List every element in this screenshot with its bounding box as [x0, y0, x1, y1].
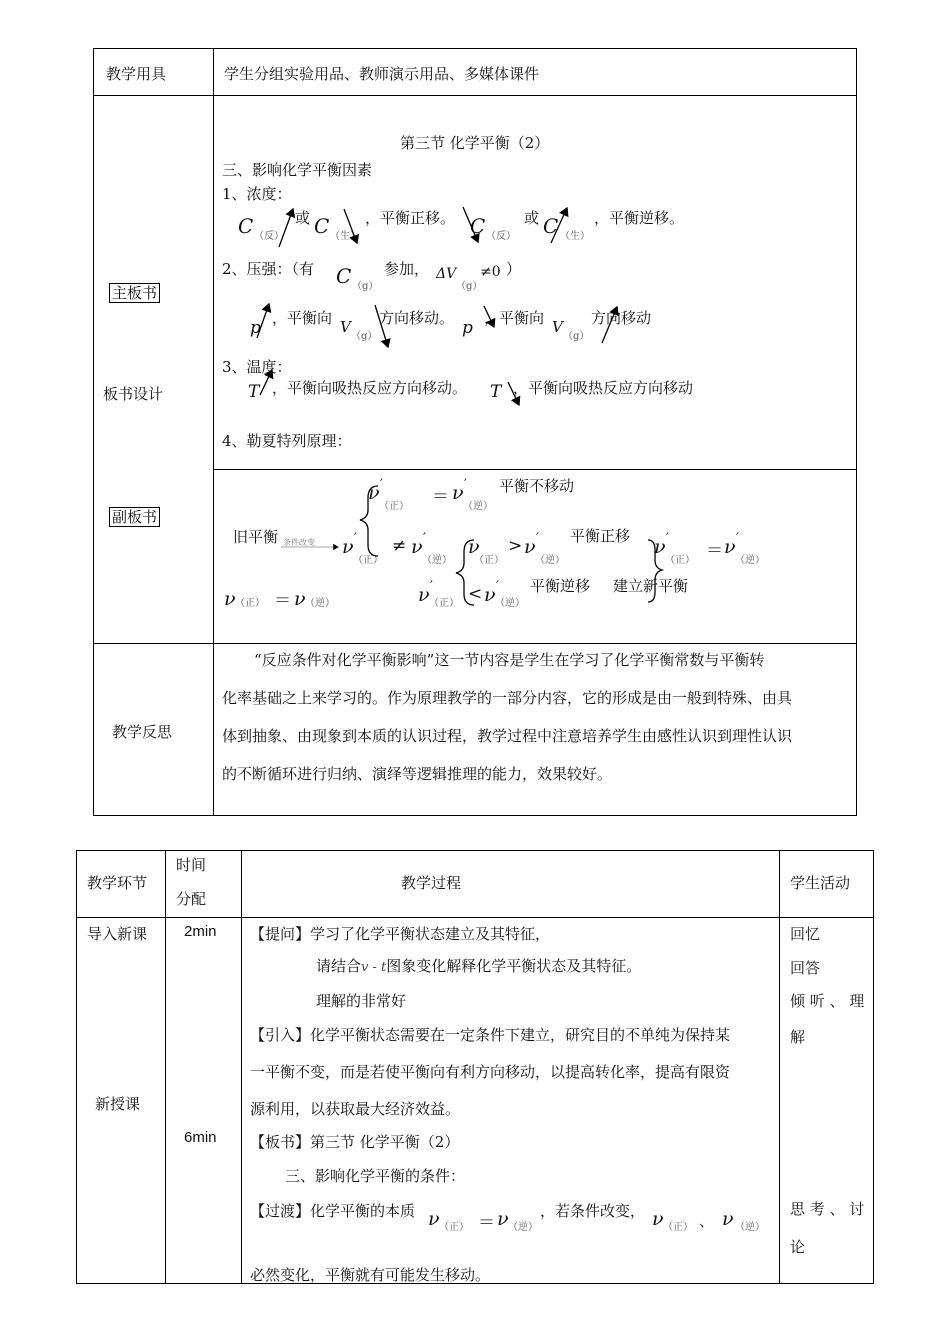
v-mid-2: ν: [411, 536, 423, 558]
c-prod-1: C: [314, 214, 330, 238]
up-arrow: [551, 208, 567, 243]
down-arrow: [375, 305, 388, 347]
intro-line-1: [250, 1024, 730, 1045]
prime-mid-1: ′: [354, 531, 357, 546]
v-lt-1: ν: [418, 584, 430, 606]
header-stage: 教学环节: [87, 874, 148, 892]
praise-line: 理解的非常好: [316, 992, 407, 1010]
eq-top: ＝: [432, 487, 449, 507]
pressure-text-1a: ，平衡向: [272, 309, 333, 327]
board-tag: 【板书】: [250, 1133, 311, 1151]
sub-mid-1: （正）: [353, 555, 383, 566]
c-prod-2: C: [543, 214, 559, 238]
old-equilibrium: 旧平衡: [233, 528, 279, 546]
v-new-2: ν: [724, 536, 736, 558]
item-concentration: 1、浓度：: [222, 185, 292, 203]
activity-2: 回答: [790, 959, 821, 977]
sub-old-2: （逆）: [305, 598, 335, 609]
v-tr-3: ν: [652, 1208, 664, 1230]
up-arrow: [602, 307, 617, 343]
intro-tag: 【引入】: [250, 1026, 311, 1044]
prime-new-2: ′: [736, 531, 739, 546]
activity-6: 论: [790, 1238, 806, 1256]
question-2b: 图象变化解释化学平衡状态及其特征。: [386, 957, 642, 975]
v-sub-2: （g）: [563, 331, 590, 342]
sub-gt-1: （正）: [474, 555, 504, 566]
question-tag: 【提问】: [250, 925, 311, 943]
prime-new-1: ′: [666, 531, 669, 546]
v-tr-4: ν: [722, 1208, 734, 1230]
prime-lt-2: ′: [496, 579, 499, 594]
delta-v: ΔV: [436, 266, 457, 282]
sub-board-label: 副板书: [109, 507, 160, 527]
sub-gas: （g）: [352, 281, 379, 292]
reflection-line: “反应条件对化学平衡影响”这一节内容是学生在学习了化学平衡常数与平衡转: [254, 651, 765, 669]
prime-top-1: ′: [380, 477, 383, 492]
v-mid-1: ν: [342, 536, 354, 558]
question-line-2: [316, 955, 641, 976]
sub-gt-2: （逆）: [535, 555, 565, 566]
v-old-2: ν: [294, 588, 306, 610]
vt-symbol: v - t: [361, 960, 387, 975]
item-le-chatelier: 4、勒夏特列原理：: [222, 432, 352, 450]
down-arrow: [463, 207, 478, 242]
forward-shift-text: 平衡正移: [570, 527, 631, 545]
prime-mid-2: ′: [423, 531, 426, 546]
eq-tr: ＝: [478, 1213, 495, 1233]
p-sym-1: p: [250, 318, 261, 338]
pressure-text-2b: 方向移动: [591, 309, 652, 327]
transition-line-2: 必然变化，平衡就有可能发生移动。: [250, 1266, 491, 1284]
activity-1: 回忆: [790, 925, 821, 943]
prime-top-2: ′: [464, 477, 467, 492]
activity-4: 解: [790, 1028, 806, 1046]
delta-v-sub: （g）: [456, 281, 483, 292]
sub-lt-2: （逆）: [495, 598, 525, 609]
v-top-2: ν: [452, 482, 464, 504]
v-gt-1: ν: [468, 536, 480, 558]
c-gas: C: [336, 264, 352, 288]
reverse-shift-text: 平衡逆移: [530, 577, 591, 595]
establish-new-text: 建立新平衡: [613, 577, 689, 595]
down-arrow: [508, 382, 519, 405]
sub-prod-2: （生）: [560, 231, 590, 242]
or-1: 或: [295, 209, 311, 227]
neq-zero: ≠0: [480, 264, 501, 280]
sub-tr-4: （逆）: [735, 1222, 765, 1233]
transition-text-a: 化学平衡的本质: [310, 1202, 416, 1220]
or-2: 或: [524, 209, 540, 227]
no-move-text: 平衡不移动: [499, 477, 575, 495]
v-tr-2: ν: [497, 1208, 509, 1230]
eq-old: ＝: [274, 591, 291, 611]
header-time-1: 时间: [176, 856, 207, 874]
header-time-2: 分配: [176, 890, 207, 908]
up-arrow: [260, 370, 272, 395]
lt-sign: <: [468, 584, 483, 604]
brace-left: [360, 486, 378, 556]
v-sub-1: （g）: [351, 331, 378, 342]
header-activity: 学生活动: [790, 874, 851, 892]
v-sym-2: V: [552, 318, 563, 336]
v-sym-1: V: [340, 318, 351, 336]
v-lt-2: ν: [484, 584, 496, 606]
sub-old-1: （正）: [235, 598, 265, 609]
item-pressure: 2、压强：（有: [222, 260, 315, 278]
sub-lt-1: （正）: [429, 598, 459, 609]
sub-new-1: （正）: [665, 555, 695, 566]
sub-tr-3: （正）: [663, 1222, 693, 1233]
reverse-text: ，平衡逆移。: [594, 209, 685, 227]
tools-label: 教学用具: [106, 65, 167, 83]
v-new-1: ν: [654, 536, 666, 558]
intro-text-1: 化学平衡状态需要在一定条件下建立，研究目的不单纯为保持某: [310, 1026, 731, 1044]
board-sub-line: 三、影响化学平衡的条件：: [285, 1167, 466, 1185]
board-design-label: 板书设计: [103, 385, 164, 403]
transition-line: [250, 1200, 415, 1221]
transition-sep: 、: [699, 1212, 715, 1230]
tools-content: 学生分组实验用品、教师演示用品、多媒体课件: [224, 65, 540, 83]
close-paren: ）: [506, 260, 522, 278]
question-line: [250, 923, 550, 944]
sub-new-2: （逆）: [735, 555, 765, 566]
sub-react-1: （反）: [254, 231, 284, 242]
p-sym-2: p: [462, 318, 473, 338]
time-2: 6min: [184, 1129, 217, 1146]
intro-line-3: 源利用，以获取最大经济效益。: [250, 1100, 461, 1118]
up-arrow: [279, 209, 293, 247]
temp-text-2: ，平衡向吸热反应方向移动: [513, 379, 694, 397]
condition-change-label: 条件改变: [283, 538, 315, 547]
board-title: 第三节 化学平衡（2）: [400, 134, 550, 152]
sub-tr-2: （逆）: [508, 1222, 538, 1233]
main-board-label: 主板书: [109, 283, 160, 303]
neq-mid: ≠: [392, 536, 407, 556]
sub-prod-1: （生）: [330, 231, 360, 242]
question-2a: 请结合: [316, 957, 362, 975]
c-react-1: C: [238, 214, 254, 238]
v-top-1: ν: [368, 482, 380, 504]
participate-text: 参加，: [384, 260, 430, 278]
header-process: 教学过程: [401, 874, 462, 892]
stage-new: 新授课: [95, 1095, 141, 1113]
pressure-text-1b: 方向移动。: [379, 309, 455, 327]
down-arrow: [484, 306, 494, 327]
question-text: 学习了化学平衡状态建立及其特征，: [310, 925, 551, 943]
board-heading: 三、影响化学平衡因素: [222, 161, 373, 179]
activity-3: 倾 听 、 理: [790, 992, 865, 1010]
eq-new: ＝: [706, 541, 723, 561]
v-old-1: ν: [224, 588, 236, 610]
item-temperature: 3、温度：: [222, 358, 292, 376]
pressure-text-2a: ，平衡向: [484, 309, 545, 327]
v-tr-1: ν: [428, 1208, 440, 1230]
reflection-label: 教学反思: [112, 723, 173, 741]
sub-top-2: （逆）: [463, 501, 493, 512]
gt-sign: >: [508, 536, 523, 556]
v-gt-2: ν: [524, 536, 536, 558]
up-arrow: [257, 304, 269, 338]
brace-mid: [456, 540, 474, 605]
temp-text-1: ，平衡向吸热反应方向移动。: [272, 379, 468, 397]
intro-line-2: 一平衡不变，而是若使平衡向有利方向移动，以提高转化率，提高有限资: [250, 1063, 731, 1081]
stage-intro: 导入新课: [87, 925, 148, 943]
transition-text-b: ，若条件改变，: [540, 1202, 646, 1220]
time-1: 2min: [184, 923, 217, 940]
reflection-line: 体到抽象、由现象到本质的认识过程，教学过程中注意培养学生由感性认识到理性认识: [222, 727, 793, 745]
reflection-line: 化率基础之上来学习的。作为原理教学的一部分内容，它的形成是由一般到特殊、由具: [222, 689, 793, 707]
prime-lt-1: ′: [430, 579, 433, 594]
board-line: [250, 1131, 459, 1152]
sub-mid-2: （逆）: [422, 555, 452, 566]
forward-text: ，平衡正移。: [365, 209, 456, 227]
down-arrow: [344, 209, 357, 243]
t-sym-2: T: [490, 382, 502, 402]
sub-tr-1: （正）: [439, 1222, 469, 1233]
brace-right: [648, 540, 662, 602]
board-text: 第三节 化学平衡（2）: [310, 1133, 460, 1151]
activity-5: 思 考 、 讨: [790, 1200, 865, 1218]
reflection-line: 的不断循环进行归纳、演绎等逻辑推理的能力，效果较好。: [222, 765, 613, 783]
sub-react-2: （反）: [486, 231, 516, 242]
sub-top-1: （正）: [379, 501, 409, 512]
transition-tag: 【过渡】: [250, 1202, 311, 1220]
c-react-2: C: [470, 214, 486, 238]
t-sym-1: T: [248, 382, 260, 402]
prime-gt-2: ′: [536, 531, 539, 546]
